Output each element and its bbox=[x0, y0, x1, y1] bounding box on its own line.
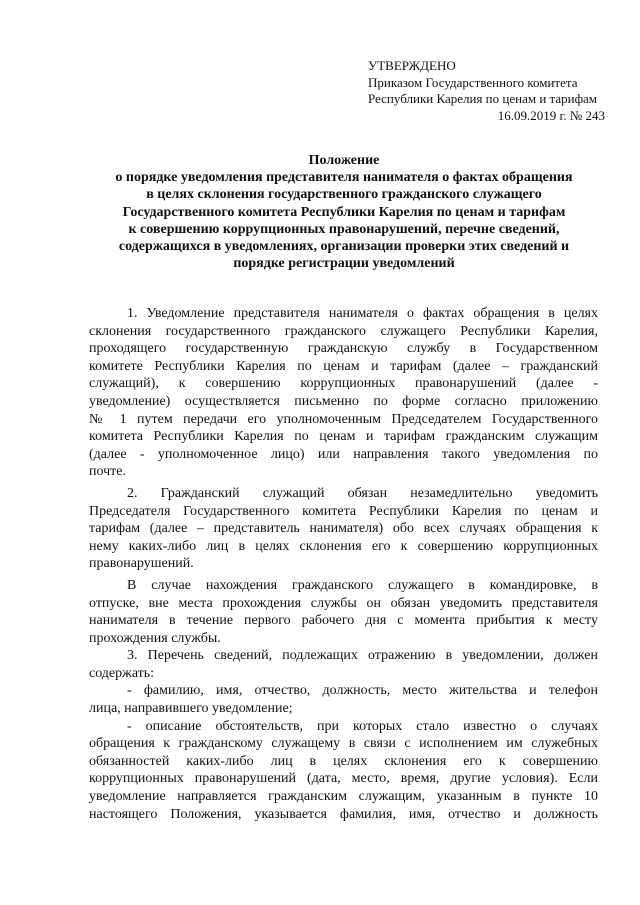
title-line: порядке регистрации уведомлений bbox=[233, 256, 455, 272]
text-line: обращения к гражданскому служащему в связи с исполнением им служебных bbox=[89, 736, 598, 752]
title-line: о порядке уведомления представителя нанимателя о фактах обращения bbox=[115, 170, 573, 186]
title-line: в целях склонения государственного гражданского служащего bbox=[146, 187, 542, 203]
text-line: 1. Уведомление представителя нанимателя о фактах обращения в целях bbox=[127, 306, 598, 321]
text-line: лица, направившего уведомление; bbox=[89, 701, 293, 717]
text-line: нему каких-либо лиц в целях склонения его к совершению коррупционных bbox=[89, 538, 598, 554]
text-line: обязанностей каких-либо лиц в целях склонения его к совершению bbox=[89, 753, 598, 769]
paragraph-1 bbox=[89, 305, 598, 481]
approval-heading: УТВЕРЖДЕНО bbox=[368, 58, 456, 73]
paragraph-2 bbox=[89, 485, 598, 573]
approval-stamp bbox=[368, 58, 608, 124]
document-body bbox=[89, 305, 598, 823]
text-line: уведомление) осуществляется письменно по форме согласно приложению bbox=[89, 393, 598, 409]
text-line: Председателя Государственного комитета Республики Карелия по ценам и bbox=[89, 503, 598, 519]
text-line: нанимателя в течение первого рабочего дня с момента прибытия к месту bbox=[89, 613, 598, 629]
text-line: тарифам (далее – представитель нанимателя) обо всех случаях обращения к bbox=[89, 521, 598, 537]
text-line: содержать: bbox=[89, 665, 155, 681]
text-line: почте. bbox=[89, 464, 127, 480]
text-line: комитета Республики Карелия по ценам и тарифам гражданским служащим bbox=[89, 429, 598, 445]
approval-committee-line: Республики Карелия по ценам и тарифам bbox=[368, 91, 598, 106]
text-line: 3. Перечень сведений, подлежащих отражению в уведомлении, должен bbox=[127, 648, 598, 664]
list-item-personal-data bbox=[89, 682, 598, 717]
text-line: проходящего государственную гражданскую службу в Государственном bbox=[89, 341, 598, 357]
title-line: к совершению коррупционных правонарушений, перечне сведений, bbox=[128, 221, 560, 237]
text-line: комитете Республики Карелия по ценам и тарифам (далее – гражданский bbox=[89, 358, 598, 374]
title-line: Государственного комитета Республики Карелия по ценам и тарифам bbox=[122, 204, 566, 220]
approval-order-line: Приказом Государственного комитета bbox=[368, 74, 578, 90]
text-line: коррупционных правонарушений (дата, место, время, другие условия). Если bbox=[89, 771, 598, 787]
text-line: № 1 путем передачи его уполномоченным Председателем Государственного bbox=[89, 411, 598, 427]
paragraph-2-continued bbox=[89, 577, 598, 647]
text-line: прохождения службы. bbox=[89, 630, 221, 646]
document-title bbox=[88, 152, 600, 272]
text-line: уведомление направляется гражданским служащим, указанным в пункте 10 bbox=[89, 789, 598, 805]
approval-date-number: 16.09.2019 г. № 243 bbox=[497, 107, 605, 123]
list-item-circumstances bbox=[89, 718, 598, 824]
text-line: настоящего Положения, указывается фамилия, имя, отчество и должность bbox=[89, 806, 598, 822]
text-line: отпуске, вне места прохождения службы он обязан уведомить представителя bbox=[89, 595, 598, 611]
text-line: служащий), к совершению коррупционных правонарушений (далее - bbox=[89, 376, 598, 392]
text-line: - описание обстоятельств, при которых стало известно о случаях bbox=[127, 718, 598, 734]
text-line: правонарушений. bbox=[89, 556, 194, 572]
text-line: В случае нахождения гражданского служащего в командировке, в bbox=[127, 577, 598, 593]
title-main: Положение bbox=[308, 153, 380, 168]
title-line: содержащихся в уведомлениях, организации проверки этих сведений и bbox=[118, 239, 570, 255]
text-line: - фамилию, имя, отчество, должность, место жительства и телефон bbox=[127, 683, 598, 699]
text-line: склонения государственного гражданского служащего Республики Карелия, bbox=[89, 323, 598, 339]
paragraph-3 bbox=[89, 647, 598, 682]
text-line: (далее - уполномоченное лицо) или направления такого уведомления по bbox=[89, 446, 598, 462]
text-line: 2. Гражданский служащий обязан незамедлительно уведомить bbox=[127, 485, 598, 501]
